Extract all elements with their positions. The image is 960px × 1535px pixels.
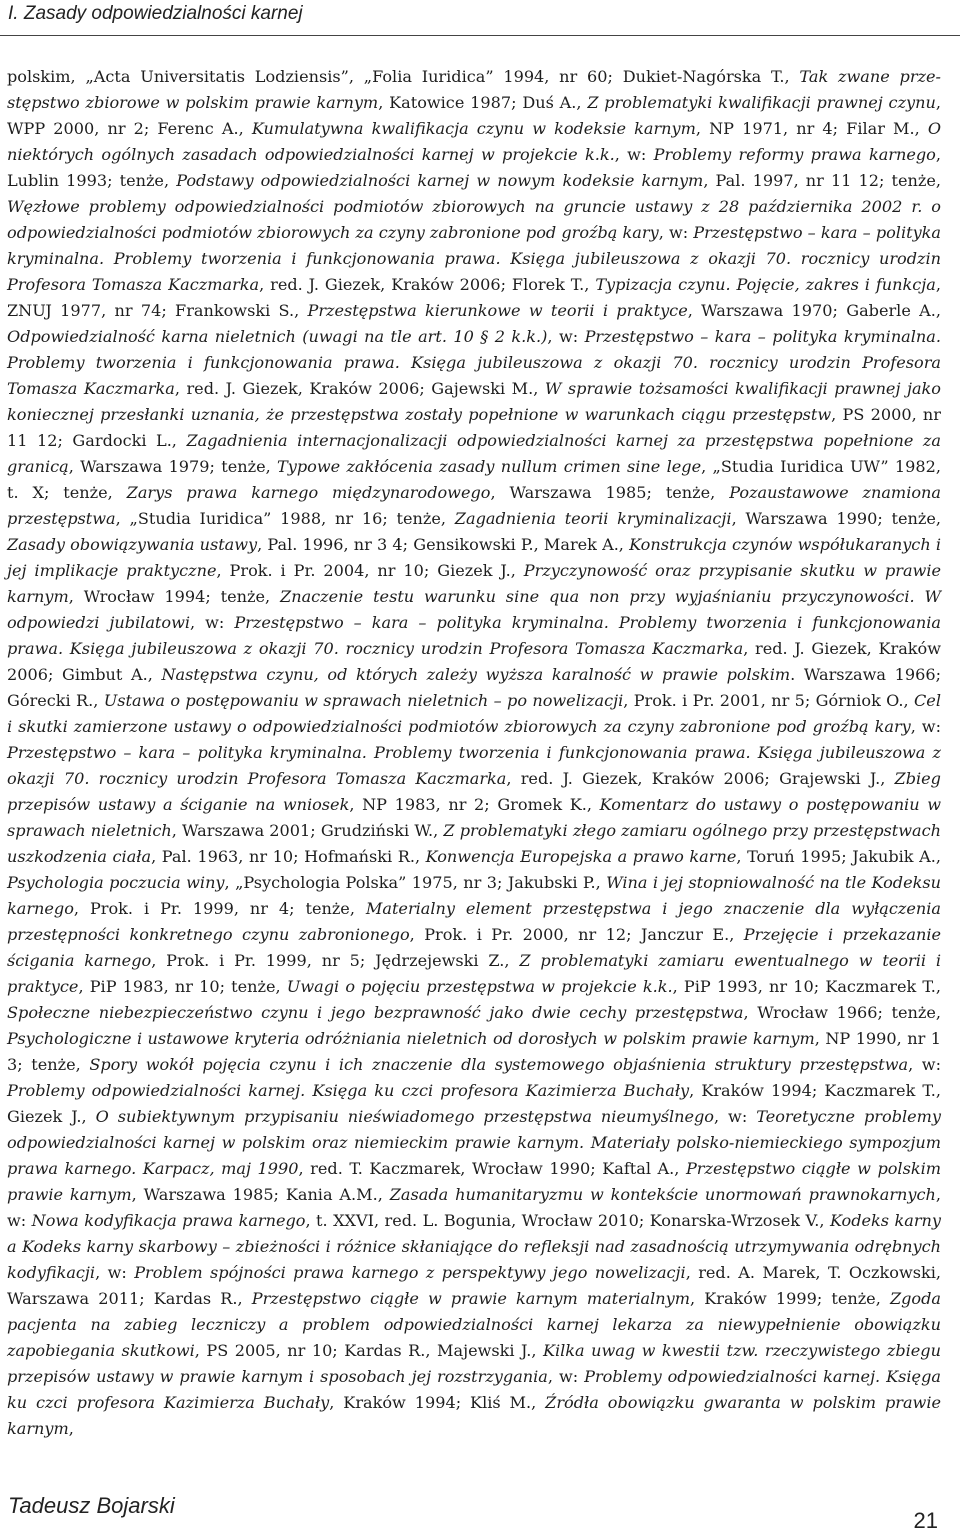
bibliography-paragraph: polskim, „Acta Universitatis Lodziensis”, „Folia Iuridica” 1994, nr 60; Dukiet-Nagórska T., Tak zwane przestępstwo zbiorowe w polskim prawie karnym, Katowice 1987; Duś A., Z problematyki kwalifikacji prawnej czynu, WPP 2000, nr 2; Ferenc A., Kumulatywna kwalifikacja czynu w kodeksie karnym, NP 1971, nr 4; Filar M., O niektórych ogólnych zasadach odpowiedzialności karnej w projekcie k.k., w: Problemy reformy prawa karnego, Lublin 1993; tenże, Podstawy odpowiedzialności karnej w nowym kodeksie karnym, Pal. 1997, nr 11 12; tenże, Węzłowe problemy odpowiedzialności podmiotów zbiorowych na gruncie ustawy z 28 października 2002 r. o odpowiedzialności podmiotów zbiorowych za czyny zabronione pod groźbą kary, w: Przestępstwo – kara – polityka kryminalna. Problemy tworzenia i funkcjonowania prawa. Księga jubileuszowa z okazji 70. rocznicy urodzin Profesora Tomasza Kaczmarka, red. J. Giezek, Kraków 2006; Florek T., Typizacja czynu. Pojęcie, zakres i funkcja, ZNUJ 1977, nr 74; Frankowski S., Przestępstwa kierunkowe w teorii i praktyce, Warszawa 1970; Gaberle A., Odpowiedzialność karna nieletnich (uwagi na tle art. 10 § 2 k.k.), w: Przestępstwo – kara – polityka kryminalna. Problemy tworzenia i funkcjonowania prawa. Księga jubileuszowa z okazji 70. rocznicy urodzin Profesora Tomasza Kaczmarka, red. J. Giezek, Kraków 2006; Gajewski M., W sprawie tożsamości kwalifikacji prawnej jako koniecznej przesłanki uznania, że przestępstwa zostały popełnione w warunkach ciągu przestępstw, PS 2000, nr 11 12; Gardocki L., Zagadnienia internacjonalizacji odpowiedzialności karnej za przestępstwa popełnione za granicą, Warszawa 1979; tenże, Typowe zakłócenia zasady nullum crimen sine lege, „Studia Iuridica UW” 1982, t. X; tenże, Zarys prawa karnego międzynarodowego, Warszawa 1985; tenże, Pozaustawowe znamiona przestępstwa, „Studia Iuridica” 1988, nr 16; tenże, Zagadnienia teorii kryminalizacji, Warszawa 1990; tenże, Zasady obowiązywania ustawy, Pal. 1996, nr 3 4; Gensikowski P., Marek A., Konstrukcja czynów współukaranych i jej implikacje praktyczne, Prok. i Pr. 2004, nr 10; Giezek J., Przyczynowość oraz przypisanie skutku w prawie karnym, Wrocław 1994; tenże, Znaczenie testu warunku sine qua non przy wyjaśnianiu przyczynowości. W odpowiedzi jubilatowi, w: Przestępstwo – kara – polityka kryminalna. Problemy tworzenia i funkcjonowania prawa. Księga jubileuszowa z okazji 70. rocznicy urodzin Profesora Tomasza Kaczmarka, red. J. Giezek, Kraków 2006; Gimbut A., Następstwa czynu, od których zależy wyższa karalność w prawie polskim. Warszawa 1966; Górecki R., Ustawa o postępowaniu w sprawach nieletnich – po nowelizacji, Prok. i Pr. 2001, nr 5; Górniok O., Cel i skutki zamierzone ustawy o odpowiedzialności podmiotów zbiorowych za czyny zabronione pod groźbą kary, w: Przestępstwo – kara – polityka kryminalna. Problemy tworzenia i funkcjonowania prawa. Księga jubileuszowa z okazji 70. rocznicy urodzin Profesora Tomasza Kaczmarka, red. J. Giezek, Kraków 2006; Grajewski J., Zbieg przepisów ustawy a ściganie na wniosek, NP 1983, nr 2; Gromek K., Komentarz do ustawy o postępowaniu w sprawach nieletnich, Warszawa 2001; Grudziński W., Z problematyki złego zamiaru ogólnego przy przestępstwach uszkodzenia ciała, Pal. 1963, nr 10; Hofmański R., Konwencja Europejska a prawo karne, Toruń 1995; Jakubik A., Psychologia poczucia winy, „Psychologia Polska” 1975, nr 3; Jakubski P., Wina i jej stopniowalność na tle Kodeksu karnego, Prok. i Pr. 1999, nr 4; tenże, Materialny element przestępstwa i jego znaczenie dla wyłączenia przestępności konkretnego czynu zabronionego, Prok. i Pr. 2000, nr 12; Janczur E., Przejęcie i przekazanie ścigania karnego, Prok. i Pr. 1999, nr 5; Jędrzejewski Z., Z problematyki zamiaru ewentualnego w teorii i praktyce, PiP 1983, nr 10; tenże, Uwagi o pojęciu przestępstwa w projekcie k.k., PiP 1993, nr 10; Kaczmarek T., Społeczne niebezpieczeństwo czynu i jego bezprawność jako dwie cechy przestępstwa, Wrocław 1966; tenże, Psychologiczne i ustawowe kryteria odróżniania nieletnich od dorosłych w polskim prawie karnym, NP 1990, nr 1 3; tenże, Spory wokół pojęcia czynu i ich znaczenie dla systemowego objaśnienia struktury przestępstwa, w: Problemy odpowiedzialności karnej. Księga ku czci profesora Kazimierza Buchały, Kraków 1994; Kaczmarek T., Giezek J., O subiektywnym przypisaniu nieświadomego przestępstwa nieumyślnego, w: Teoretyczne problemy odpowiedzialności karnej w polskim oraz niemieckim prawie karnym. Materiały polsko-niemieckiego sympozjum prawa karnego. Karpacz, maj 1990, red. T. Kaczmarek, Wrocław 1990; Kaftal A., Przestępstwo ciągłe w polskim prawie karnym, Warszawa 1985; Kania A.M., Zasada humanitaryzmu w kontekście unormowań prawnokarnych, w: Nowa kodyfikacja prawa karnego, t. XXVI, red. L. Bogunia, Wrocław 2010; Konarska-Wrzosek V., Kodeks karny a Kodeks karny skarbowy – zbieżności i różnice skłaniające do refleksji nad zasadnością utrzymywania odrębnych kodyfikacji, w: Problem spójności prawa karnego z perspektywy jego nowelizacji, red. A. Marek, T. Oczkowski, Warszawa 2011; Kardas R., Przestępstwo ciągłe w prawie karnym materialnym, Kraków 1999; tenże, Zgoda pacjenta na zabieg leczniczy a problem odpowiedzialności karnej lekarza za niewypełnienie obowiązku zapobiegania skutkowi, PS 2005, nr 10; Kardas R., Majewski J., Kilka uwag w kwestii tzw. rzeczywistego zbiegu przepisów ustawy w prawie karnym i sposobach jej rozstrzygania, w: Problemy odpowiedzialności karnej. Księga ku czci profesora Kazimierza Buchały, Kraków 1994; Kliś M., Źródła obowiązku gwaranta w polskim prawie karnym, [7,67,942,1438]
running-header: I. Zasady odpowiedzialności karnej [8,3,303,24]
header-rule [0,35,960,36]
page-number: 21 [913,1508,938,1533]
footer-author: Tadeusz Bojarski [8,1493,175,1518]
bibliography-text [7,64,941,1442]
